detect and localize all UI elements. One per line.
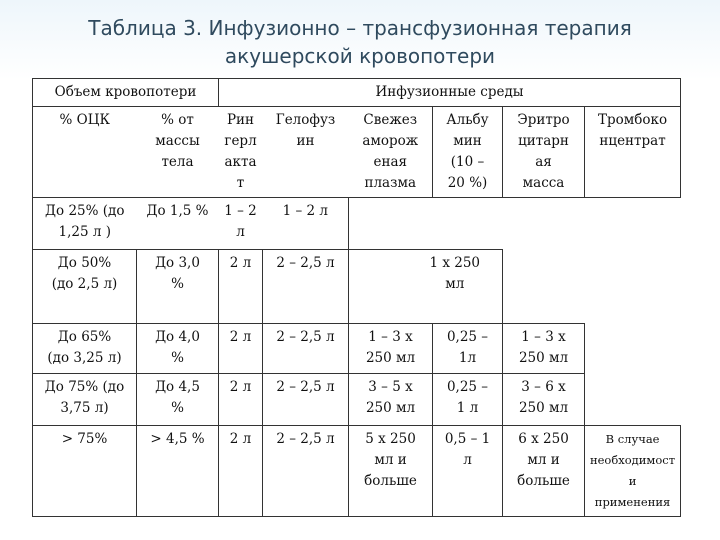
- cell-line: Альбу: [446, 112, 489, 128]
- cell-ringer: [219, 374, 263, 426]
- cell-line: 2 – 2,5 л: [276, 379, 335, 395]
- cell-occ: [33, 198, 137, 250]
- cell-line: 3 – 5 х: [368, 379, 413, 395]
- cell-line: мин: [453, 133, 482, 149]
- cell-plasma-albumin: [349, 250, 503, 324]
- cell-line: До 25% (до: [45, 203, 125, 219]
- col-header-fresh-frozen-plasma: [349, 107, 433, 198]
- cell-line: Тромбоко: [597, 112, 668, 128]
- cell-line: 2 л: [229, 431, 252, 447]
- cell-gelofusin: [263, 324, 349, 374]
- header-group-row: [33, 79, 681, 107]
- cell-line: 2 – 2,5 л: [276, 255, 335, 271]
- cell-mass: [137, 198, 219, 250]
- col-header-body-mass: [137, 107, 219, 198]
- cell-gelofusin: [263, 250, 349, 324]
- cell-line: 20 %): [447, 175, 488, 191]
- cell-ringer: [219, 198, 263, 250]
- cell-line: > 4,5 %: [150, 431, 205, 447]
- cell-line: 0,25 –: [446, 379, 489, 395]
- cell-line: 6 х 250: [518, 431, 569, 447]
- slide-title: [0, 14, 720, 70]
- cell-gelofusin: [263, 426, 349, 517]
- title-line-1: Таблица 3. Инфузионно – трансфузионная терапия: [88, 16, 632, 40]
- cell-line: (до 3,25 л): [47, 350, 122, 366]
- cell-erythro: [503, 324, 585, 374]
- cell-line: До 3,0: [155, 255, 200, 271]
- cell-line: цитарн: [518, 133, 569, 149]
- cell-line: 250 мл: [518, 350, 569, 366]
- cell-line: Свежез: [363, 112, 418, 128]
- cell-line: %: [171, 350, 184, 366]
- col-header-albumin: [433, 107, 503, 198]
- cell-gelofusin: [263, 198, 349, 250]
- cell-ringer: [219, 324, 263, 374]
- cell-line: 2 л: [229, 255, 252, 271]
- cell-occ: [33, 374, 137, 426]
- cell-line: л: [463, 452, 472, 468]
- cell-line: 1 – 2 л: [282, 203, 328, 219]
- cell-line: 1 л: [456, 400, 479, 416]
- cell-line: Рин: [226, 112, 255, 128]
- cell-gelofusin: [263, 374, 349, 426]
- cell-line: еная: [373, 154, 408, 170]
- table-row: [33, 426, 681, 517]
- cell-plasma: [349, 374, 433, 426]
- cell-line: плазма: [364, 175, 417, 191]
- col-header-erythrocyte-mass: [503, 107, 585, 198]
- cell-line: мл: [445, 276, 465, 292]
- cell-line: 3 – 6 х: [521, 379, 566, 395]
- cell-line: 2 л: [229, 329, 252, 345]
- cell-mass: [137, 250, 219, 324]
- cell-line: применения: [594, 495, 671, 509]
- cell-line: 1 – 3 х: [521, 329, 566, 345]
- cell-line: мл и: [527, 452, 560, 468]
- cell-plasma: [349, 426, 433, 517]
- cell-line: необходимост: [589, 453, 676, 467]
- cell-line: 250 мл: [365, 400, 416, 416]
- cell-line: До 75% (до: [44, 379, 125, 395]
- cell-line: 0,5 – 1: [444, 431, 491, 447]
- cell-line: 1л: [458, 350, 477, 366]
- cell-line: %: [171, 400, 184, 416]
- infusion-therapy-table: [32, 78, 681, 517]
- table-row: [33, 198, 681, 250]
- cell-empty: [585, 374, 681, 426]
- cell-ringer: [219, 250, 263, 324]
- cell-erythro: [503, 426, 585, 517]
- cell-line: 250 мл: [518, 400, 569, 416]
- cell-line: В случае: [605, 432, 660, 446]
- cell-line: 1 – 3 х: [368, 329, 413, 345]
- cell-line: % от: [161, 112, 194, 128]
- cell-albumin: [433, 324, 503, 374]
- cell-mass: [137, 374, 219, 426]
- cell-line: мл и: [374, 452, 407, 468]
- cell-line: 1 – 2: [224, 203, 257, 219]
- group-header-blood-loss: Объем кровопотери: [33, 79, 219, 107]
- cell-line: ая: [535, 154, 552, 170]
- cell-line: 1 х 250: [429, 255, 481, 271]
- table-row: [33, 250, 681, 324]
- table-row: [33, 374, 681, 426]
- cell-line: 2 – 2,5 л: [276, 329, 335, 345]
- cell-albumin: [433, 426, 503, 517]
- cell-line: Эритро: [517, 112, 570, 128]
- table-row: [33, 324, 681, 374]
- cell-line: тела: [161, 154, 194, 170]
- title-line-2: акушерской кровопотери: [224, 44, 496, 68]
- cell-line: До 4,5: [155, 379, 200, 395]
- cell-line: 3,75 л): [60, 400, 109, 416]
- col-header-gelofusin: [263, 107, 349, 198]
- cell-erythro: [503, 374, 585, 426]
- cell-line: % ОЦК: [59, 112, 110, 128]
- cell-line: герл: [224, 133, 257, 149]
- cell-line: 2 – 2,5 л: [276, 431, 335, 447]
- cell-line: До 4,0: [155, 329, 200, 345]
- cell-line: акта: [224, 154, 257, 170]
- cell-line: 5 х 250: [365, 431, 416, 447]
- cell-line: и: [628, 474, 637, 488]
- cell-empty: [503, 250, 681, 324]
- cell-line: До 1,5 %: [146, 203, 209, 219]
- cell-line: 0,25 –: [446, 329, 489, 345]
- cell-line: л: [236, 224, 245, 240]
- cell-line: массы: [155, 133, 200, 149]
- cell-ringer: [219, 426, 263, 517]
- cell-line: больше: [364, 473, 417, 489]
- col-header-occ: [33, 107, 137, 198]
- cell-occ: [33, 426, 137, 517]
- cell-thrombo: [585, 426, 681, 517]
- cell-line: ин: [296, 133, 315, 149]
- cell-line: т: [236, 175, 245, 191]
- col-header-ringer-lactate: [219, 107, 263, 198]
- cell-line: %: [171, 276, 184, 292]
- header-columns-row: [33, 107, 681, 198]
- cell-line: 1,25 л ): [58, 224, 111, 240]
- cell-line: аморож: [362, 133, 419, 149]
- cell-line: масса: [522, 175, 565, 191]
- cell-line: нцентрат: [599, 133, 666, 149]
- cell-line: 250 мл: [365, 350, 416, 366]
- cell-empty: [349, 198, 681, 250]
- cell-line: Гелофуз: [275, 112, 336, 128]
- cell-occ: [33, 250, 137, 324]
- cell-plasma: [349, 324, 433, 374]
- cell-mass: [137, 426, 219, 517]
- cell-line: больше: [517, 473, 570, 489]
- cell-line: До 65%: [57, 329, 112, 345]
- cell-line: > 75%: [61, 431, 108, 447]
- cell-line: До 50%: [57, 255, 112, 271]
- cell-mass: [137, 324, 219, 374]
- group-header-infusion-media: Инфузионные среды: [219, 79, 681, 107]
- cell-occ: [33, 324, 137, 374]
- col-header-thrombocyte-concentrate: [585, 107, 681, 198]
- cell-albumin: [433, 374, 503, 426]
- cell-empty: [585, 324, 681, 374]
- cell-line: 2 л: [229, 379, 252, 395]
- cell-line: (10 –: [450, 154, 485, 170]
- cell-line: (до 2,5 л): [51, 276, 118, 292]
